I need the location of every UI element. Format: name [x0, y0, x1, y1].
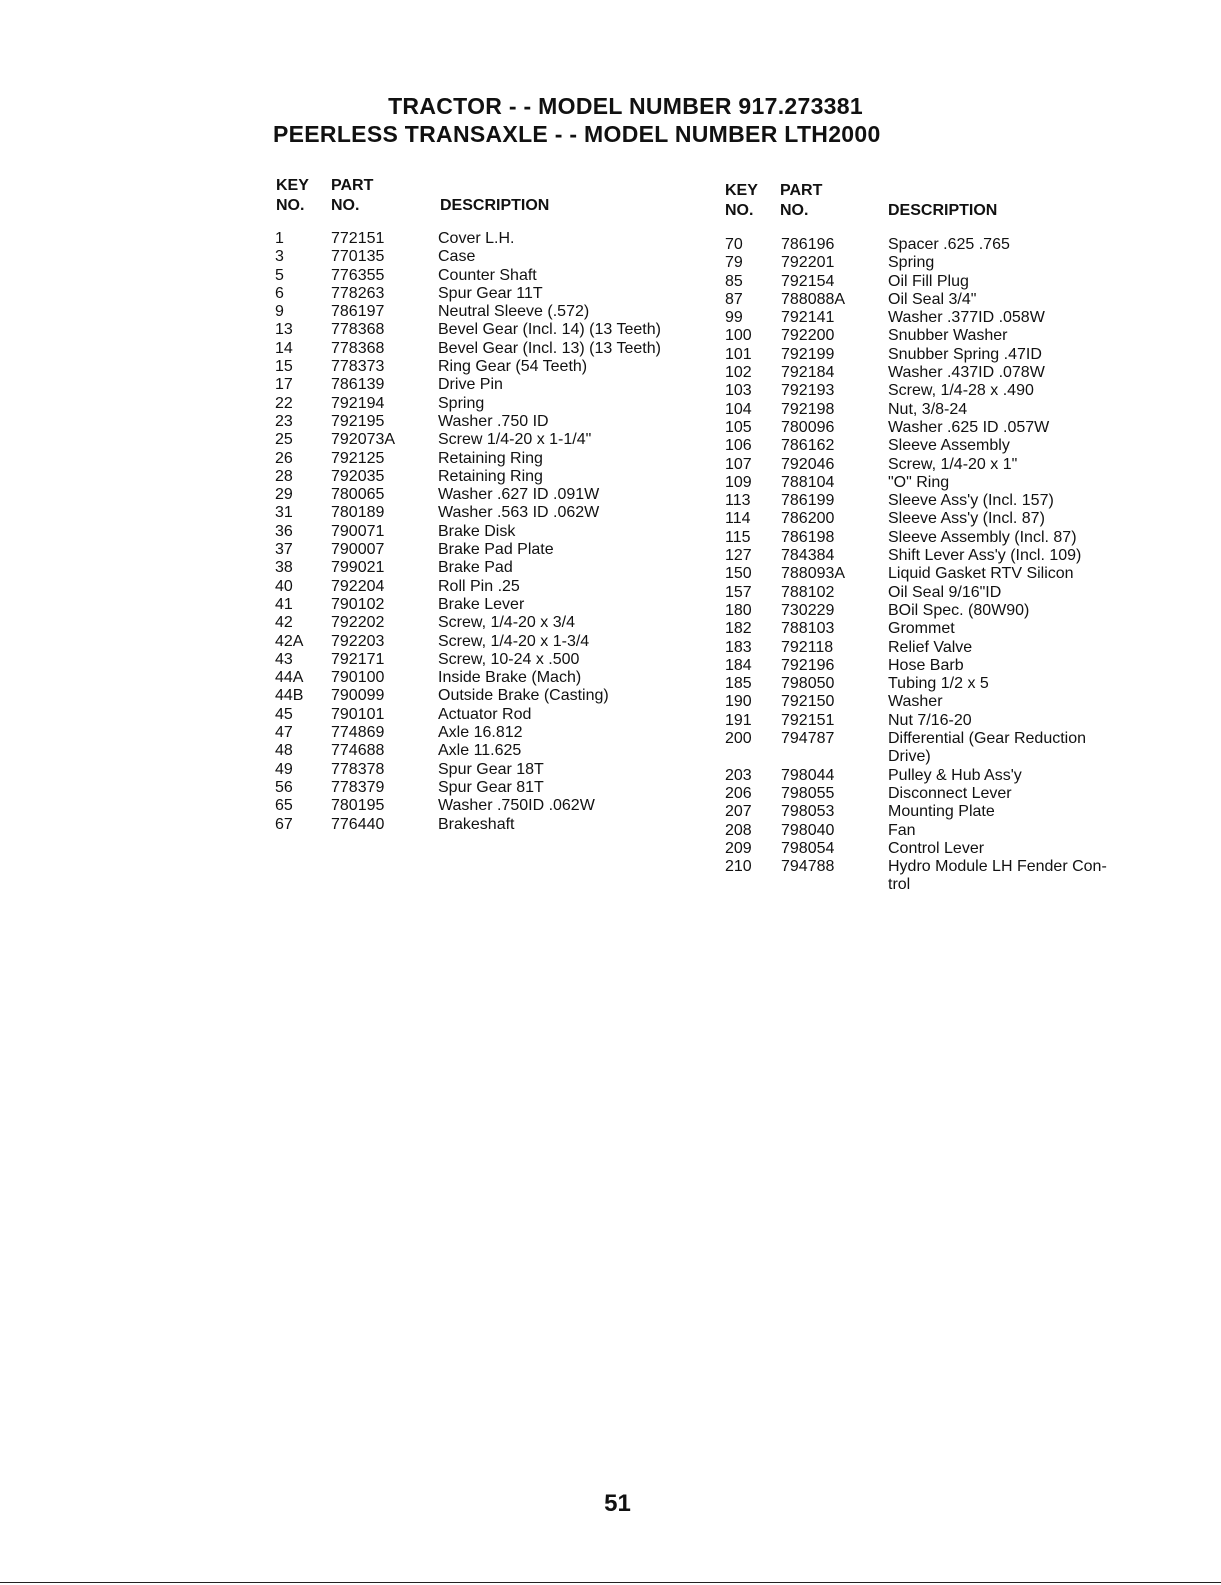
part-number: 792073A: [331, 431, 396, 449]
key-number: 150: [725, 565, 752, 583]
part-number: 778368: [331, 339, 385, 357]
key-number: 56: [275, 778, 293, 796]
part-description: Bevel Gear (Incl. 13) (13 Teeth): [438, 339, 661, 357]
part-number: 792035: [331, 467, 385, 485]
key-number: 127: [725, 547, 752, 565]
page-subtitle: PEERLESS TRANSAXLE - - MODEL NUMBER LTH2000: [273, 121, 881, 147]
part-description: Actuator Rod: [438, 705, 532, 723]
part-number: 798053: [781, 803, 835, 821]
part-number: 780096: [781, 418, 835, 436]
part-number: 790071: [331, 522, 385, 540]
table-row: [725, 565, 1145, 583]
bottom-edge-divider: [0, 1582, 1221, 1583]
part-description: Sleeve Assembly (Incl. 87): [888, 528, 1077, 546]
part-number: 792151: [781, 711, 835, 729]
part-description: "O" Ring: [888, 473, 950, 491]
part-description: Oil Fill Plug: [888, 272, 969, 290]
part-description: Tubing 1/2 x 5: [888, 675, 989, 693]
table-row: [725, 620, 1145, 638]
key-number: 17: [275, 376, 293, 394]
table-row: [725, 822, 1145, 840]
table-row: [275, 742, 695, 760]
key-number: 183: [725, 638, 752, 656]
part-number: 792195: [331, 412, 385, 430]
part-description: Control Lever: [888, 839, 985, 857]
part-number: 794788: [781, 858, 835, 876]
part-number: 786197: [331, 303, 385, 321]
part-number: 786162: [781, 437, 835, 455]
key-number: 100: [725, 327, 752, 345]
part-description: Nut 7/16-20: [888, 711, 972, 729]
part-description: Axle 16.812: [438, 724, 523, 742]
part-description: Hose Barb: [888, 656, 964, 674]
key-number: 115: [725, 528, 751, 546]
part-number: 798055: [781, 784, 835, 802]
part-description: Axle 11.625: [438, 742, 522, 760]
part-number: 780195: [331, 797, 385, 815]
table-row: [725, 254, 1145, 272]
part-description: Differential (Gear Reduction Drive): [888, 730, 1087, 766]
part-description: Washer .563 ID .062W: [438, 504, 600, 522]
key-number: 104: [725, 400, 752, 418]
table-row: [275, 523, 695, 541]
key-number: 44B: [275, 687, 304, 705]
part-description: Case: [438, 248, 476, 266]
part-description: Spur Gear 18T: [438, 760, 544, 778]
part-number: 786139: [331, 376, 385, 394]
table-row: [275, 797, 695, 815]
table-row: [275, 340, 695, 358]
table-row: [275, 578, 695, 596]
key-number: 87: [725, 290, 743, 308]
table-row: [725, 364, 1145, 382]
table-row: [275, 559, 695, 577]
part-number: 770135: [331, 248, 385, 266]
part-number: 792202: [331, 614, 385, 632]
part-number: 798054: [781, 839, 835, 857]
table-row: [275, 267, 695, 285]
part-description: Cover L.H.: [438, 230, 515, 247]
part-number: 790100: [331, 669, 385, 687]
key-number: 47: [275, 724, 293, 742]
key-number: 9: [275, 303, 284, 321]
part-number: 792125: [331, 449, 385, 467]
part-description: Spacer .625 .765: [888, 236, 1010, 253]
key-number: 6: [275, 284, 284, 302]
part-description: Brake Pad: [438, 559, 513, 577]
part-description: Screw, 10-24 x .500: [438, 650, 580, 668]
part-number: 790007: [331, 541, 385, 559]
table-row: [275, 779, 695, 797]
part-number: 730229: [781, 601, 835, 619]
part-description: Hydro Module LH Fender Con-trol: [888, 858, 1107, 894]
part-number: 792194: [331, 394, 385, 412]
table-row: [275, 468, 695, 486]
table-row: [725, 602, 1145, 620]
right-part-header: PART NO.: [780, 182, 823, 219]
table-row: [725, 309, 1145, 327]
right-key-header: KEY NO.: [725, 182, 758, 219]
part-number: 792150: [781, 693, 835, 711]
part-number: 792200: [781, 327, 835, 345]
left-part-header: PART NO.: [331, 177, 374, 214]
part-number: 790102: [331, 595, 385, 613]
key-number: 67: [275, 815, 293, 833]
key-number: 29: [275, 486, 293, 504]
table-row: [275, 614, 695, 632]
table-row: [725, 730, 1145, 767]
key-number: 180: [725, 601, 752, 619]
part-number: 792204: [331, 577, 385, 595]
key-number: 109: [725, 473, 752, 491]
part-description: Screw 1/4-20 x 1-1/4": [438, 431, 592, 449]
key-number: 182: [725, 620, 752, 638]
key-number: 157: [725, 583, 752, 601]
table-row: [275, 816, 695, 834]
part-description: Retaining Ring: [438, 467, 543, 485]
part-description: Pulley & Hub Ass'y: [888, 766, 1022, 784]
key-number: 28: [275, 467, 293, 485]
part-description: Liquid Gasket RTV Silicon: [888, 565, 1074, 583]
part-description: Brake Lever: [438, 595, 525, 613]
part-number: 790099: [331, 687, 385, 705]
part-description: Neutral Sleeve (.572): [438, 303, 590, 321]
part-description: Brakeshaft: [438, 815, 515, 833]
table-row: [275, 504, 695, 522]
table-row: [725, 712, 1145, 730]
key-number: 184: [725, 656, 752, 674]
key-number: 14: [275, 339, 293, 357]
part-description: Screw, 1/4-20 x 1-3/4: [438, 632, 590, 650]
key-number: 41: [275, 595, 293, 613]
table-row: [275, 376, 695, 394]
table-row: [725, 767, 1145, 785]
part-description: Washer .625 ID .057W: [888, 418, 1050, 436]
table-row: [725, 840, 1145, 858]
key-number: 36: [275, 522, 293, 540]
table-row: [725, 474, 1145, 492]
left-description-header: DESCRIPTION: [440, 197, 550, 214]
table-row: [725, 401, 1145, 419]
table-row: [275, 248, 695, 266]
part-description: Ring Gear (54 Teeth): [438, 358, 588, 376]
key-number: 40: [275, 577, 293, 595]
right-description-header: DESCRIPTION: [888, 202, 998, 219]
table-row: [275, 230, 695, 248]
key-number: 5: [275, 266, 284, 284]
table-row: [275, 285, 695, 303]
table-row: [725, 639, 1145, 657]
table-row: [275, 706, 695, 724]
part-number: 790101: [331, 705, 385, 723]
key-number: 208: [725, 821, 752, 839]
key-number: 3: [275, 248, 284, 266]
part-description: Washer .437ID .078W: [888, 364, 1045, 382]
part-description: Sleeve Ass'y (Incl. 87): [888, 510, 1045, 528]
table-row: [725, 693, 1145, 711]
key-number: 23: [275, 412, 293, 430]
key-number: 114: [725, 510, 751, 528]
table-row: [725, 437, 1145, 455]
key-number: 102: [725, 364, 752, 382]
table-row: [275, 651, 695, 669]
key-number: 105: [725, 418, 752, 436]
part-number: 792193: [781, 382, 835, 400]
part-description: Screw, 1/4-20 x 3/4: [438, 614, 575, 632]
part-description: Brake Pad Plate: [438, 541, 554, 559]
key-number: 44A: [275, 669, 304, 687]
key-number: 1: [275, 230, 284, 247]
part-description: Washer .750 ID: [438, 412, 549, 430]
part-description: Inside Brake (Mach): [438, 669, 582, 687]
part-description: Spur Gear 11T: [438, 284, 543, 302]
table-row: [275, 486, 695, 504]
key-number: 26: [275, 449, 293, 467]
part-number: 792199: [781, 345, 835, 363]
key-number: 43: [275, 650, 293, 668]
table-row: [725, 803, 1145, 821]
key-number: 42: [275, 614, 293, 632]
part-number: 786196: [781, 236, 835, 253]
table-row: [725, 510, 1145, 528]
table-row: [275, 321, 695, 339]
part-number: 776355: [331, 266, 385, 284]
part-number: 799021: [331, 559, 385, 577]
table-row: [275, 541, 695, 559]
key-number: 203: [725, 766, 752, 784]
part-number: 772151: [331, 230, 385, 247]
part-number: 774869: [331, 724, 385, 742]
part-description: Screw, 1/4-28 x .490: [888, 382, 1034, 400]
table-row: [275, 596, 695, 614]
part-description: Spring: [888, 254, 935, 272]
part-description: Spur Gear 81T: [438, 778, 544, 796]
key-number: 45: [275, 705, 293, 723]
part-number: 778373: [331, 358, 385, 376]
key-number: 99: [725, 309, 743, 327]
part-description: Relief Valve: [888, 638, 973, 656]
part-number: 774688: [331, 742, 385, 760]
part-description: Snubber Washer: [888, 327, 1008, 345]
part-description: Outside Brake (Casting): [438, 687, 609, 705]
part-number: 788102: [781, 583, 835, 601]
table-row: [725, 273, 1145, 291]
part-description: Spring: [438, 394, 485, 412]
table-row: [275, 413, 695, 431]
table-row: [725, 657, 1145, 675]
page-title: TRACTOR - - MODEL NUMBER 917.273381: [388, 93, 863, 119]
part-number: 792184: [781, 364, 835, 382]
key-number: 191: [725, 711, 752, 729]
part-number: 780189: [331, 504, 385, 522]
part-number: 786198: [781, 528, 835, 546]
left-parts-table: [275, 230, 695, 834]
part-number: 788104: [781, 473, 835, 491]
part-number: 778263: [331, 284, 385, 302]
part-number: 776440: [331, 815, 385, 833]
key-number: 31: [275, 504, 293, 522]
key-number: 210: [725, 858, 752, 876]
key-number: 22: [275, 394, 293, 412]
part-number: 788093A: [781, 565, 846, 583]
table-row: [725, 419, 1145, 437]
key-number: 79: [725, 254, 743, 272]
table-row: [725, 584, 1145, 602]
part-description: Bevel Gear (Incl. 14) (13 Teeth): [438, 321, 661, 339]
part-number: 784384: [781, 547, 835, 565]
key-number: 38: [275, 559, 293, 577]
table-row: [275, 633, 695, 651]
part-description: Snubber Spring .47ID: [888, 345, 1042, 363]
part-number: 792203: [331, 632, 385, 650]
right-parts-table: [725, 236, 1145, 895]
table-row: [725, 291, 1145, 309]
part-description: Mounting Plate: [888, 803, 995, 821]
part-description: BOil Spec. (80W90): [888, 601, 1030, 619]
part-description: Counter Shaft: [438, 266, 537, 284]
table-row: [275, 431, 695, 449]
key-number: 207: [725, 803, 752, 821]
part-number: 792046: [781, 455, 835, 473]
part-number: 792198: [781, 400, 835, 418]
part-number: 788088A: [781, 290, 846, 308]
part-description: Oil Seal 3/4": [888, 290, 977, 308]
left-key-header: KEY NO.: [276, 177, 309, 214]
part-number: 786200: [781, 510, 835, 528]
key-number: 206: [725, 784, 752, 802]
part-description: Screw, 1/4-20 x 1": [888, 455, 1018, 473]
part-description: Nut, 3/8-24: [888, 400, 968, 418]
part-description: Retaining Ring: [438, 449, 543, 467]
part-description: Washer .377ID .058W: [888, 309, 1045, 327]
part-number: 778378: [331, 760, 385, 778]
table-row: [275, 687, 695, 705]
table-row: [725, 547, 1145, 565]
part-number: 792154: [781, 272, 835, 290]
part-number: 778368: [331, 321, 385, 339]
table-row: [725, 327, 1145, 345]
table-row: [725, 785, 1145, 803]
key-number: 103: [725, 382, 752, 400]
table-row: [275, 450, 695, 468]
part-number: 786199: [781, 492, 835, 510]
part-description: Sleeve Ass'y (Incl. 157): [888, 492, 1054, 510]
key-number: 15: [275, 358, 293, 376]
key-number: 85: [725, 272, 743, 290]
part-description: Drive Pin: [438, 376, 503, 394]
part-number: 792201: [781, 254, 835, 272]
key-number: 49: [275, 760, 293, 778]
key-number: 25: [275, 431, 293, 449]
table-row: [275, 669, 695, 687]
table-row: [275, 303, 695, 321]
table-row: [725, 346, 1145, 364]
key-number: 37: [275, 541, 293, 559]
part-description: Fan: [888, 821, 916, 839]
table-row: [725, 382, 1145, 400]
part-number: 788103: [781, 620, 835, 638]
part-number: 792141: [781, 309, 835, 327]
table-row: [275, 358, 695, 376]
key-number: 185: [725, 675, 752, 693]
part-number: 794787: [781, 730, 835, 748]
table-row: [725, 858, 1145, 895]
part-description: Disconnect Lever: [888, 784, 1012, 802]
key-number: 106: [725, 437, 752, 455]
key-number: 70: [725, 236, 743, 253]
part-description: Washer: [888, 693, 943, 711]
key-number: 190: [725, 693, 752, 711]
key-number: 65: [275, 797, 293, 815]
key-number: 13: [275, 321, 293, 339]
table-row: [725, 675, 1145, 693]
key-number: 48: [275, 742, 293, 760]
part-description: Brake Disk: [438, 522, 516, 540]
part-description: Grommet: [888, 620, 955, 638]
table-row: [725, 456, 1145, 474]
part-number: 792171: [331, 650, 385, 668]
part-number: 798050: [781, 675, 835, 693]
key-number: 209: [725, 839, 752, 857]
table-row: [275, 395, 695, 413]
part-description: Washer .750ID .062W: [438, 797, 595, 815]
key-number: 42A: [275, 632, 304, 650]
key-number: 113: [725, 492, 751, 510]
table-row: [275, 761, 695, 779]
table-row: [725, 529, 1145, 547]
table-row: [725, 492, 1145, 510]
part-description: Sleeve Assembly: [888, 437, 1010, 455]
part-number: 778379: [331, 778, 385, 796]
part-description: Shift Lever Ass'y (Incl. 109): [888, 547, 1082, 565]
part-number: 792196: [781, 656, 835, 674]
table-row: [725, 236, 1145, 254]
part-number: 792118: [781, 638, 834, 656]
part-description: Oil Seal 9/16"ID: [888, 583, 1002, 601]
key-number: 200: [725, 730, 752, 748]
part-number: 798044: [781, 766, 835, 784]
part-description: Washer .627 ID .091W: [438, 486, 600, 504]
page-number: 51: [604, 1490, 631, 1517]
key-number: 107: [725, 455, 752, 473]
part-number: 780065: [331, 486, 385, 504]
table-row: [275, 724, 695, 742]
key-number: 101: [725, 345, 752, 363]
part-description: Roll Pin .25: [438, 577, 520, 595]
part-number: 798040: [781, 821, 835, 839]
